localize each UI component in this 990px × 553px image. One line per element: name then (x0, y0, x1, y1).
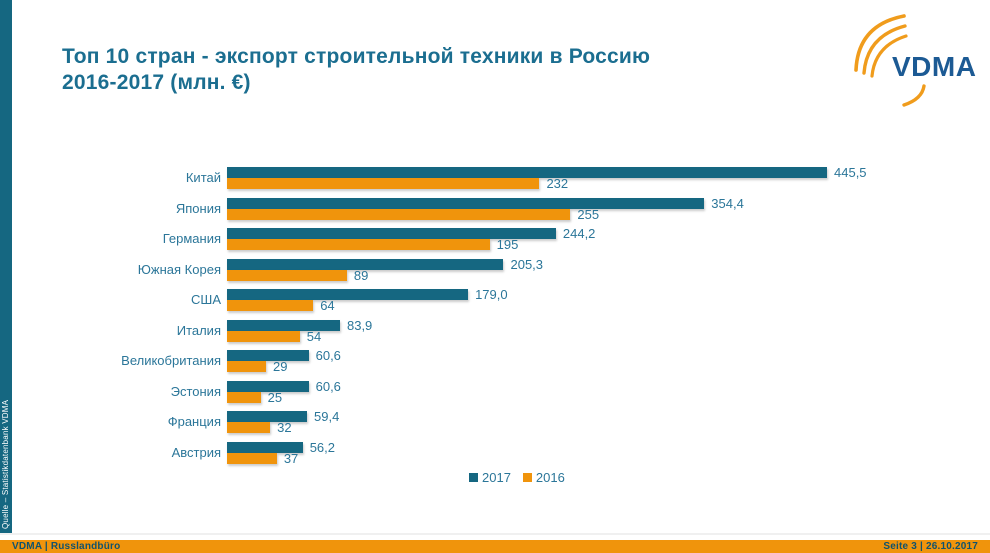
bar-2017 (227, 289, 468, 300)
value-label-2016: 89 (353, 267, 369, 283)
bar-line (227, 300, 990, 311)
footer-bar (0, 540, 990, 553)
bar-line (227, 267, 990, 283)
logo-arc-tail (904, 86, 924, 105)
bar-pair (227, 228, 990, 250)
chart-row (0, 317, 990, 351)
bar-line (227, 389, 990, 405)
category-label: США (191, 292, 221, 307)
value-label-2016: 25 (267, 389, 283, 405)
slide-bottom-edge (0, 533, 990, 535)
bar-line (227, 411, 990, 422)
value-label-2017: 83,9 (346, 317, 373, 333)
legend-swatch-2016 (523, 473, 532, 482)
chart-legend (469, 470, 565, 485)
value-label-2016: 29 (273, 359, 288, 374)
value-label-2017: 244,2 (562, 226, 596, 241)
bar-2016 (227, 331, 300, 342)
bar-pair (227, 256, 990, 283)
value-label-2017: 56,2 (309, 439, 335, 455)
bar-2016 (227, 270, 347, 281)
value-label-2016: 64 (320, 298, 335, 313)
bar-line (227, 256, 990, 272)
page-title-line1: Топ 10 стран - экспорт строительной техники в Россию (62, 45, 651, 68)
bar-line (227, 439, 990, 455)
bar-line (227, 361, 990, 372)
footer-right-text: Seite 3 | 26.10.2017 (883, 541, 978, 552)
chart-row (0, 378, 990, 412)
bar-2016 (227, 453, 277, 464)
bar-2016 (227, 300, 313, 311)
bar-line (227, 289, 990, 300)
logo-text: VDMA (892, 51, 977, 82)
bar-pair (227, 350, 990, 372)
category-label: Италия (176, 322, 221, 338)
chart-row (0, 289, 990, 320)
value-label-2016: 255 (577, 206, 600, 222)
bar-pair (227, 439, 990, 466)
bar-2017 (227, 350, 309, 361)
vdma-logo (846, 12, 986, 114)
bar-2016 (227, 209, 570, 220)
bar-2017 (227, 320, 340, 331)
value-label-2016: 195 (496, 237, 519, 252)
source-note: Quelle – Statistikdatenbank VDMA (1, 399, 10, 529)
legend-swatch-2017 (469, 473, 478, 482)
bar-line (227, 206, 990, 222)
page-title-line2: 2016-2017 (млн. €) (62, 71, 251, 94)
legend-label-2016: 2016 (535, 470, 565, 485)
bar-2016 (227, 392, 261, 403)
chart-row (0, 167, 990, 198)
bar-2017 (227, 167, 827, 178)
chart-row (0, 228, 990, 259)
category-label: Эстония (170, 383, 221, 399)
bar-line (227, 378, 990, 394)
value-label-2017: 445,5 (834, 165, 867, 180)
bar-line (227, 317, 990, 333)
bar-pair (227, 317, 990, 344)
bar-pair (227, 195, 990, 222)
bar-line (227, 450, 990, 466)
chart-row (0, 439, 990, 473)
value-label-2016: 232 (546, 176, 569, 191)
bar-2017 (227, 198, 704, 209)
bar-line (227, 228, 990, 239)
category-label: Германия (162, 231, 221, 246)
value-label-2017: 59,4 (314, 409, 340, 424)
value-label-2016: 37 (283, 450, 299, 466)
value-label-2017: 60,6 (315, 378, 341, 394)
legend-label-2017: 2017 (482, 470, 511, 485)
bar-chart (0, 167, 990, 472)
chart-row (0, 350, 990, 381)
bar-line (227, 328, 990, 344)
category-label: Австрия (171, 444, 221, 460)
bar-pair (227, 411, 990, 433)
bar-line (227, 195, 990, 211)
category-label: Франция (167, 414, 221, 429)
bar-line (227, 239, 990, 250)
bar-2016 (227, 239, 490, 250)
value-label-2017: 60,6 (315, 348, 341, 363)
bar-2016 (227, 422, 270, 433)
bar-line (227, 167, 990, 178)
bar-line (227, 178, 990, 189)
chart-row (0, 195, 990, 229)
category-label: Япония (175, 200, 221, 216)
legend-item-2016 (523, 470, 565, 485)
bar-pair (227, 167, 990, 189)
value-label-2016: 32 (277, 420, 292, 435)
value-label-2017: 354,4 (711, 195, 744, 211)
bar-2017 (227, 411, 307, 422)
legend-item-2017 (469, 470, 511, 485)
bar-pair (227, 378, 990, 405)
footer-left-text: VDMA | Russlandbüro (12, 541, 121, 552)
category-label: Китай (185, 170, 221, 185)
value-label-2017: 205,3 (510, 256, 544, 272)
chart-row (0, 411, 990, 442)
bar-line (227, 350, 990, 361)
chart-row (0, 256, 990, 290)
value-label-2016: 54 (306, 328, 322, 344)
category-label: Южная Корея (137, 261, 221, 277)
page-title (62, 44, 650, 96)
vdma-logo-graphic (846, 12, 986, 114)
bar-2016 (227, 178, 539, 189)
category-label: Великобритания (121, 353, 221, 368)
bar-line (227, 422, 990, 433)
value-label-2017: 179,0 (475, 287, 508, 302)
bar-pair (227, 289, 990, 311)
bar-2016 (227, 361, 266, 372)
